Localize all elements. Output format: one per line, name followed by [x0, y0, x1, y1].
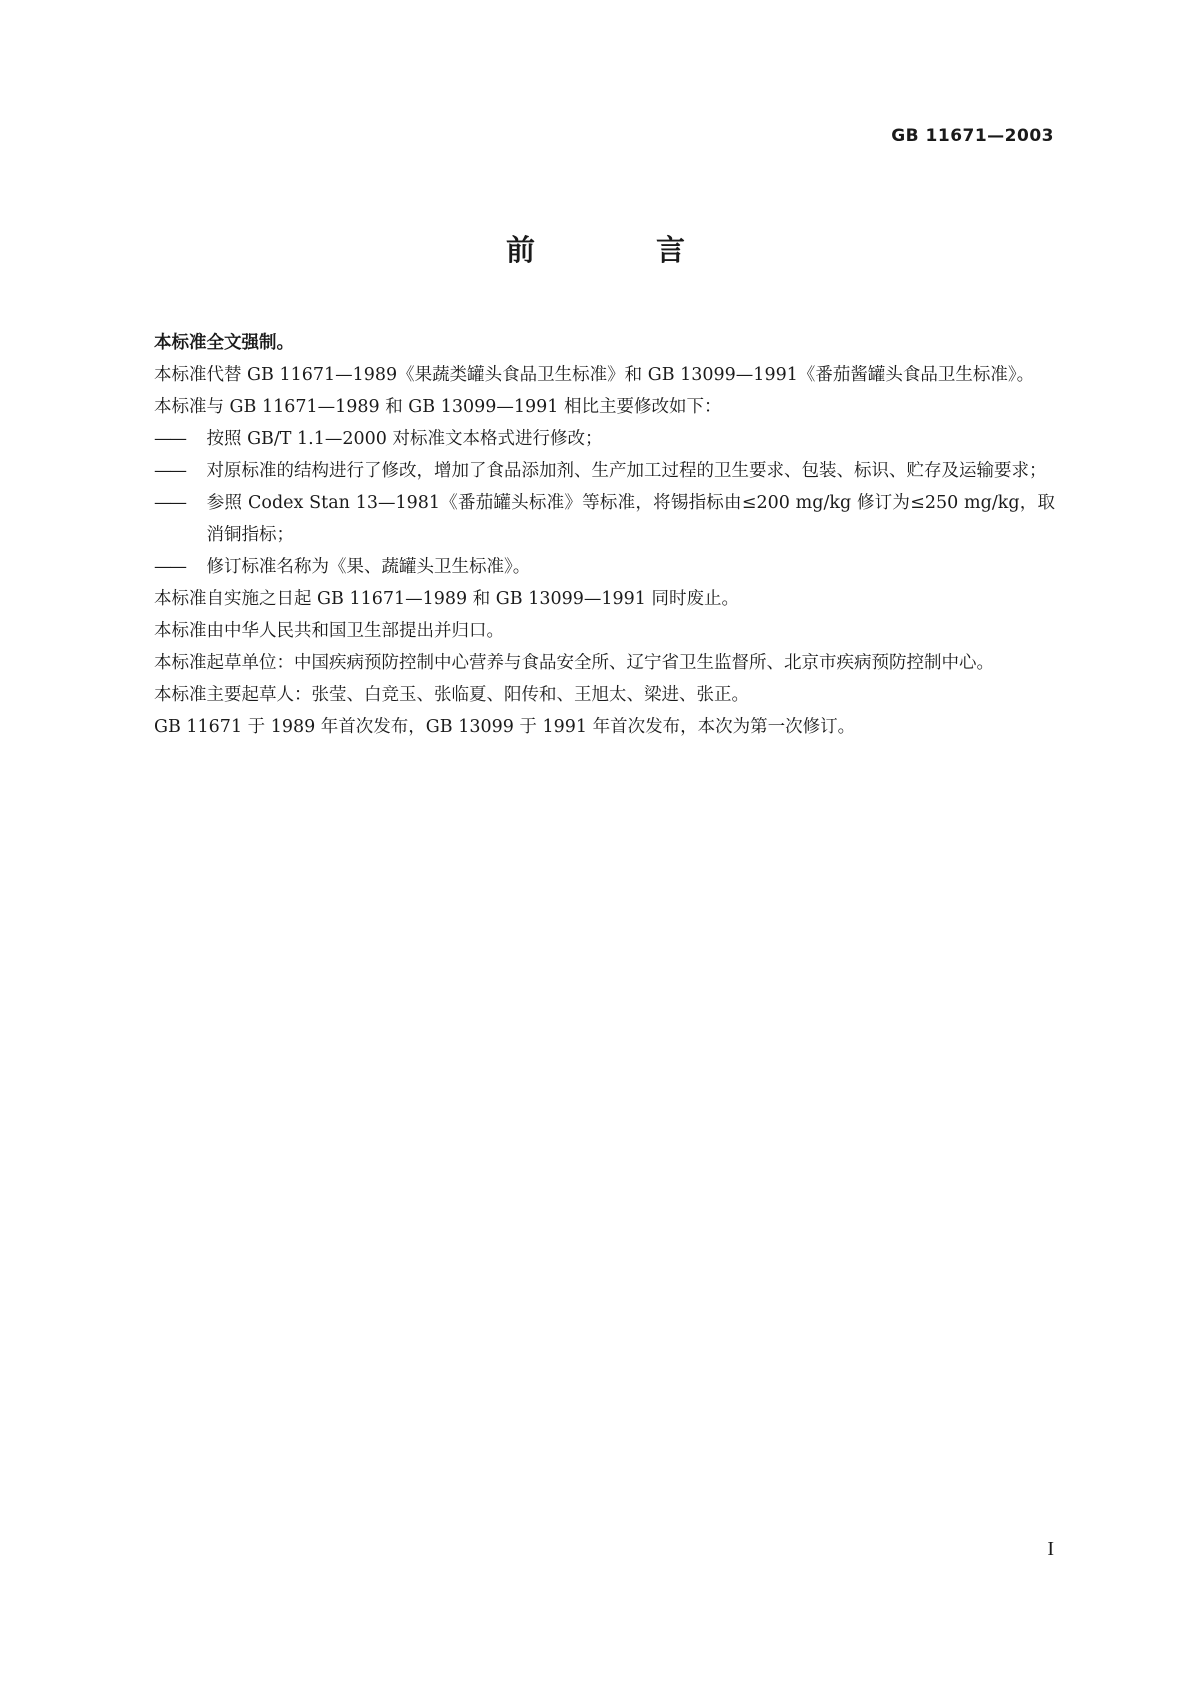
paragraph-drafters: 本标准主要起草人：张莹、白竞玉、张临夏、阳传和、王旭太、梁进、张正。	[154, 685, 749, 705]
paragraph-drafting-units: 本标准起草单位：中国疾病预防控制中心营养与食品安全所、辽宁省卫生监督所、北京市疾病预防控制中心。	[154, 653, 994, 673]
page-title: 前 言	[505, 233, 731, 267]
paragraph-replaces: 本标准代替 GB 11671—1989《果蔬类罐头食品卫生标准》和 GB 13099—1991《番茄酱罐头食品卫生标准》。	[154, 365, 1035, 385]
dash-marker: ——	[154, 493, 185, 513]
dash-marker: ——	[154, 461, 185, 481]
change-list-item	[119, 455, 1055, 487]
paragraph-changes-intro: 本标准与 GB 11671—1989 和 GB 13099—1991 相比主要修改如下：	[154, 397, 722, 417]
change-text: 按照 GB/T 1.1—2000 对标准文本格式进行修改；	[206, 429, 603, 449]
change-list-item	[119, 551, 1055, 583]
change-list-item	[119, 487, 1055, 551]
foreword-body	[119, 327, 1055, 743]
dash-marker: ——	[154, 557, 185, 577]
paragraph-proposer: 本标准由中华人民共和国卫生部提出并归口。	[154, 621, 504, 641]
change-list-item	[119, 423, 1055, 455]
page-number: I	[1047, 1538, 1054, 1560]
paragraph-history: GB 11671 于 1989 年首次发布，GB 13099 于 1991 年首次发布，本次为第一次修订。	[154, 717, 856, 737]
paragraph-abolish: 本标准自实施之日起 GB 11671—1989 和 GB 13099—1991 同时废止。	[154, 589, 739, 609]
dash-marker: ——	[154, 429, 185, 449]
change-text: 参照 Codex Stan 13—1981《番茄罐头标准》等标准，将锡指标由≤200 mg/kg 修订为≤250 mg/kg，取消铜指标；	[206, 493, 1055, 545]
change-text: 修订标准名称为《果、蔬罐头卫生标准》。	[206, 557, 531, 577]
paragraph-mandatory: 本标准全文强制。	[154, 333, 294, 353]
change-text: 对原标准的结构进行了修改，增加了食品添加剂、生产加工过程的卫生要求、包装、标识、贮存及运输要求；	[206, 461, 1047, 481]
standard-code: GB 11671—2003	[891, 126, 1054, 146]
